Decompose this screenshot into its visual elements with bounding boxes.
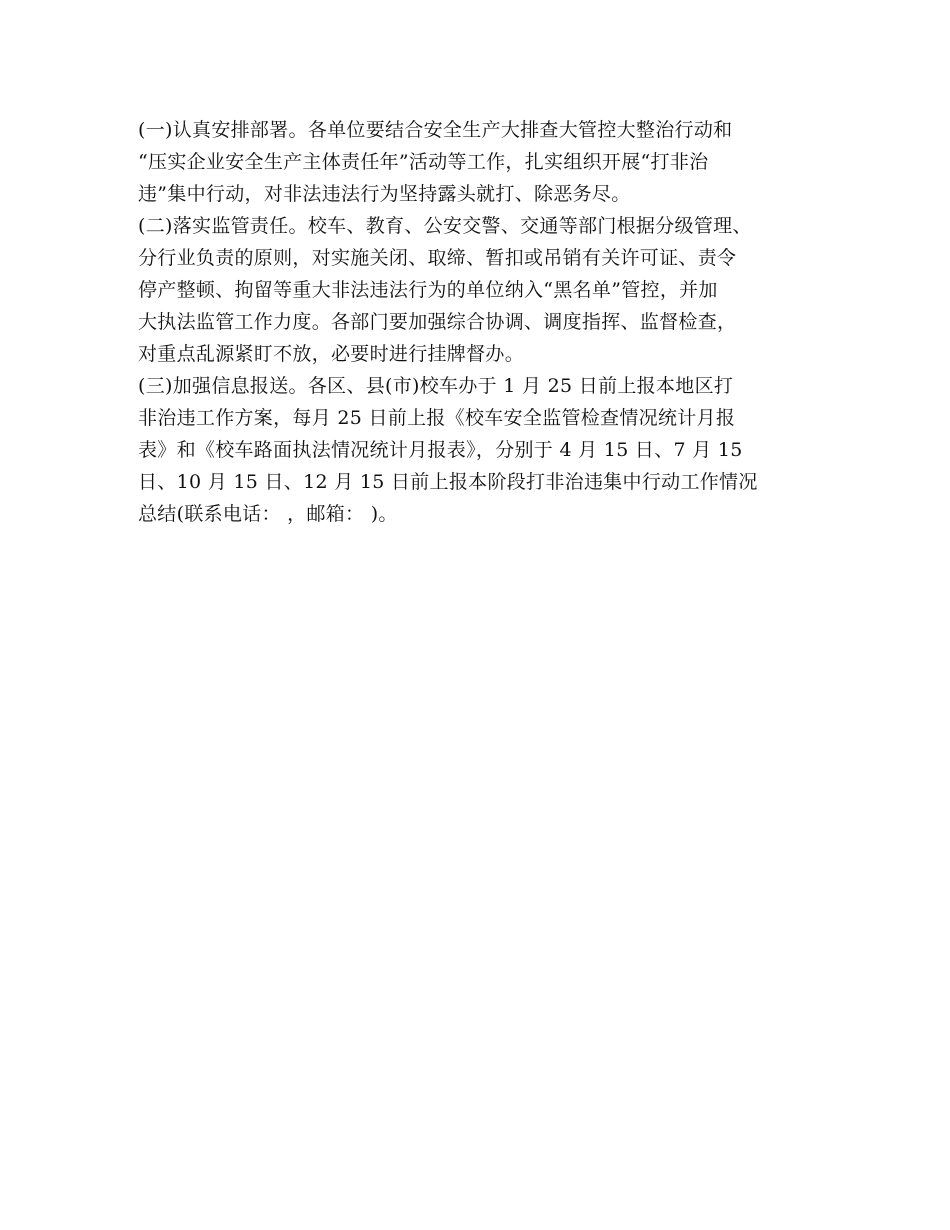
text-line: (三)加强信息报送。各区、县(市)校车办于 1 月 25 日前上报本地区打 (138, 375, 734, 397)
text-line: 违”集中行动，对非法违法行为坚持露头就打、除恶务尽。 (138, 183, 631, 205)
text-line: 大执法监管工作力度。各部门要加强综合协调、调度指挥、监督检查， (138, 311, 737, 333)
paragraph-information-reporting (138, 370, 828, 530)
text-line: 分行业负责的原则，对实施关闭、取缔、暂扣或吊销有关许可证、责令 (138, 247, 737, 269)
document-body (138, 114, 828, 530)
text-line: (一)认真安排部署。各单位要结合安全生产大排查大管控大整治行动和 (138, 119, 733, 141)
text-line: 总结(联系电话： ，邮箱： )。 (138, 503, 398, 525)
paragraph-arrange-deployment (138, 114, 828, 210)
paragraph-supervision-responsibility (138, 210, 828, 370)
text-line: 表》和《校车路面执法情况统计月报表》，分别于 4 月 15 日、7 月 15 (138, 439, 743, 461)
text-line: 非治违工作方案，每月 25 日前上报《校车安全监管检查情况统计月报 (138, 407, 736, 429)
text-line: 对重点乱源紧盯不放，必要时进行挂牌督办。 (138, 343, 525, 365)
text-line: 日、10 月 15 日、12 月 15 日前上报本阶段打非治违集中行动工作情况 (138, 471, 758, 493)
text-line: “压实企业安全生产主体责任年”活动等工作，扎实组织开展“打非治 (138, 151, 709, 173)
text-line: (二)落实监管责任。校车、教育、公安交警、交通等部门根据分级管理、 (138, 215, 752, 237)
text-line: 停产整顿、拘留等重大非法违法行为的单位纳入“黑名单”管控，并加 (138, 279, 718, 301)
